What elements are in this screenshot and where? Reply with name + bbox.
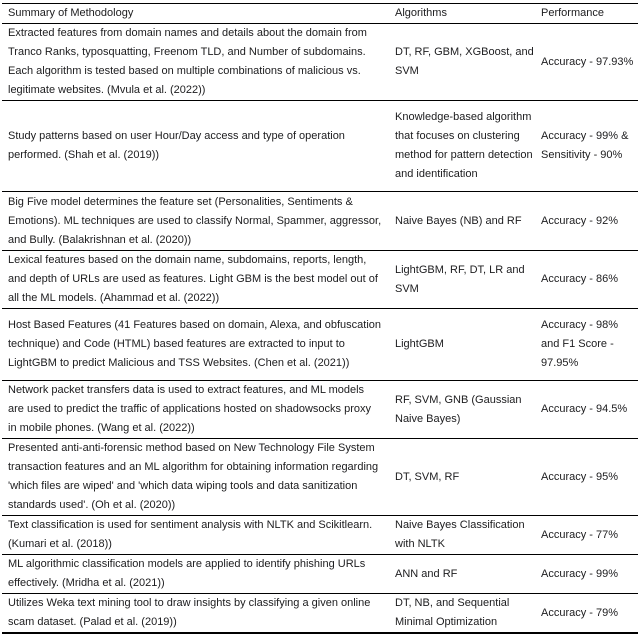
column-header-methodology: Summary of Methodology bbox=[2, 4, 390, 24]
performance-cell: Accuracy - 94.5% bbox=[540, 381, 638, 439]
column-header-performance: Performance bbox=[540, 4, 638, 24]
performance-cell: Accuracy - 99% & Sensitivity - 90% bbox=[540, 101, 638, 192]
table-row bbox=[2, 381, 638, 439]
header-row bbox=[2, 4, 638, 24]
table-row bbox=[2, 516, 638, 555]
table-row bbox=[2, 192, 638, 251]
methodology-literature-table bbox=[2, 3, 638, 634]
performance-cell: Accuracy - 79% bbox=[540, 594, 638, 634]
table-row bbox=[2, 594, 638, 634]
table-row bbox=[2, 309, 638, 381]
methodology-cell: Utilizes Weka text mining tool to draw insights by classifying a given online scam dataset. (Palad et al. (2019)) bbox=[2, 594, 390, 634]
performance-cell: Accuracy - 99% bbox=[540, 555, 638, 594]
algorithms-cell: DT, RF, GBM, XGBoost, and SVM bbox=[390, 24, 540, 101]
performance-cell: Accuracy - 92% bbox=[540, 192, 638, 251]
algorithms-cell: ANN and RF bbox=[390, 555, 540, 594]
algorithms-cell: DT, SVM, RF bbox=[390, 439, 540, 516]
algorithms-cell: LightGBM bbox=[390, 309, 540, 381]
methodology-cell: Study patterns based on user Hour/Day access and type of operation performed. (Shah et al. (2019)) bbox=[2, 101, 390, 192]
performance-cell: Accuracy - 86% bbox=[540, 251, 638, 309]
table-header bbox=[2, 4, 638, 24]
methodology-cell: Text classification is used for sentiment analysis with NLTK and Scikitlearn. (Kumari et al. (2018)) bbox=[2, 516, 390, 555]
performance-cell: Accuracy - 97.93% bbox=[540, 24, 638, 101]
methodology-cell: Big Five model determines the feature set (Personalities, Sentiments & Emotions). ML techniques are used to classify Normal, Spammer, aggressor, and Bully. (Balakrishnan et al. (2020)) bbox=[2, 192, 390, 251]
performance-cell: Accuracy - 98% and F1 Score - 97.95% bbox=[540, 309, 638, 381]
algorithms-cell: DT, NB, and Sequential Minimal Optimization bbox=[390, 594, 540, 634]
performance-cell: Accuracy - 95% bbox=[540, 439, 638, 516]
methodology-cell: ML algorithmic classification models are applied to identify phishing URLs effectively. (Mridha et al. (2021)) bbox=[2, 555, 390, 594]
methodology-cell: Presented anti-anti-forensic method based on New Technology File System transaction features and an ML algorithm for obtaining information regarding 'which files are wiped' and 'which data wiping tools and data sanitization standards used'. (Oh et al. (2020)) bbox=[2, 439, 390, 516]
table-row bbox=[2, 555, 638, 594]
table-row bbox=[2, 101, 638, 192]
algorithms-cell: LightGBM, RF, DT, LR and SVM bbox=[390, 251, 540, 309]
performance-cell: Accuracy - 77% bbox=[540, 516, 638, 555]
methodology-cell: Host Based Features (41 Features based on domain, Alexa, and obfuscation technique) and Code (HTML) based features are extracted to input to LightGBM to predict Malicious and TSS Websites. (Chen et al. (2021)) bbox=[2, 309, 390, 381]
table-row bbox=[2, 439, 638, 516]
table-row bbox=[2, 251, 638, 309]
methodology-cell: Network packet transfers data is used to extract features, and ML models are used to predict the traffic of applications hosted on shadowsocks proxy in mobile phones. (Wang et al. (2022)) bbox=[2, 381, 390, 439]
algorithms-cell: Knowledge-based algorithm that focuses on clustering method for pattern detection and identification bbox=[390, 101, 540, 192]
algorithms-cell: Naive Bayes (NB) and RF bbox=[390, 192, 540, 251]
table-body bbox=[2, 24, 638, 634]
algorithms-cell: Naive Bayes Classification with NLTK bbox=[390, 516, 540, 555]
methodology-cell: Lexical features based on the domain name, subdomains, reports, length, and depth of URLs are used as features. Light GBM is the best model out of all the ML models. (Ahammad et al. (2022)) bbox=[2, 251, 390, 309]
column-header-algorithms: Algorithms bbox=[390, 4, 540, 24]
table-row bbox=[2, 24, 638, 101]
algorithms-cell: RF, SVM, GNB (Gaussian Naive Bayes) bbox=[390, 381, 540, 439]
methodology-cell: Extracted features from domain names and details about the domain from Tranco Ranks, typosquatting, Freenom TLD, and Number of subdomains. Each algorithm is tested based on multiple combinations of malicious vs. legitimate websites. (Mvula et al. (2022)) bbox=[2, 24, 390, 101]
